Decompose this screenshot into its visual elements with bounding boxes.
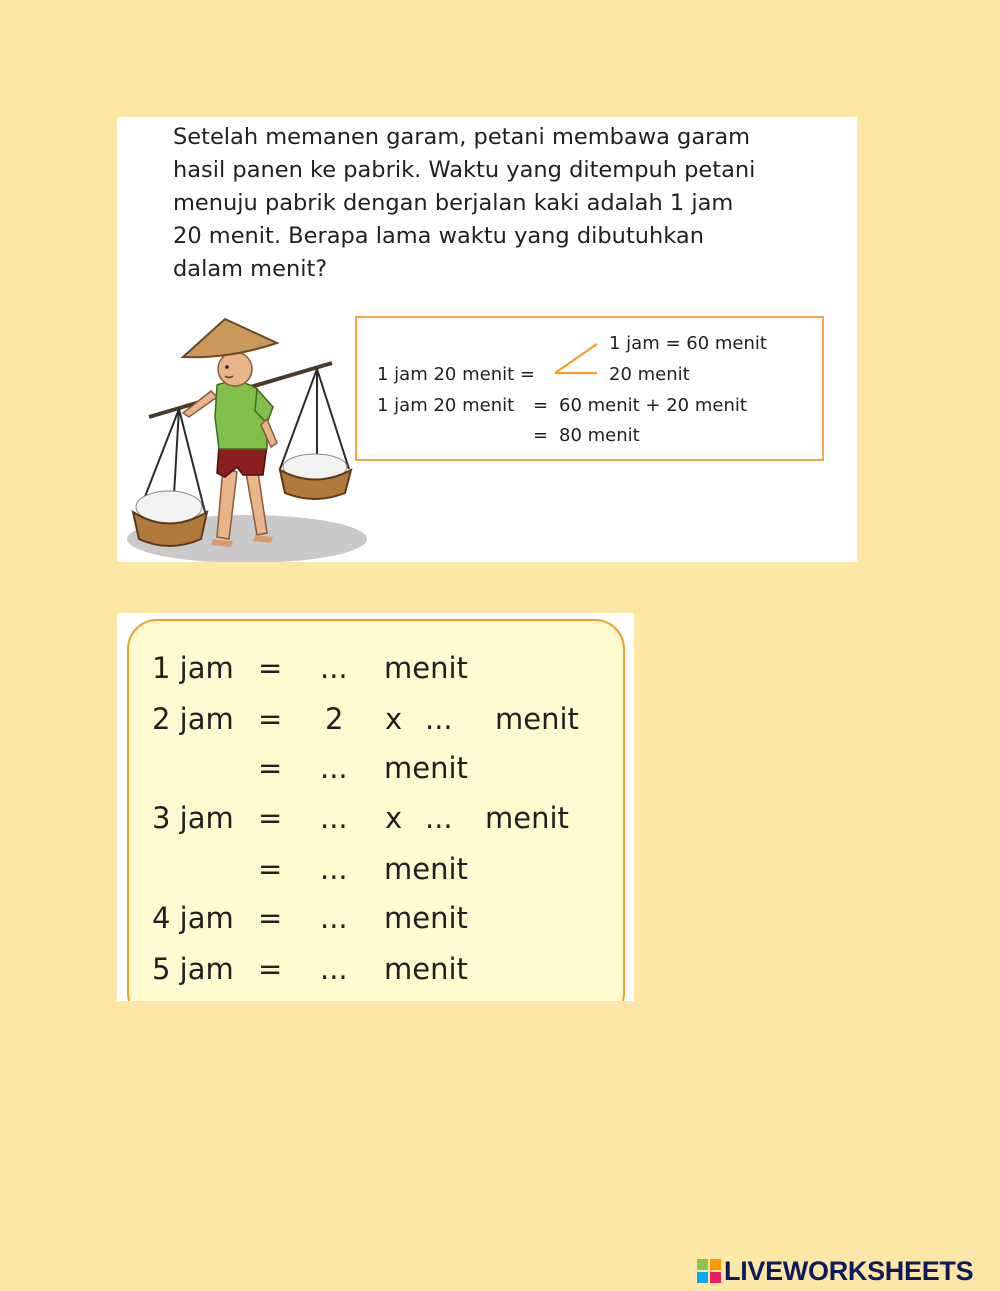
exercise-row	[129, 798, 623, 838]
row-unit: menit	[384, 952, 468, 986]
row-equals: =	[258, 901, 283, 935]
row-blank[interactable]: ...	[425, 702, 453, 736]
row-equals: =	[258, 702, 283, 736]
calc-branch-top: 1 jam = 60 menit	[609, 333, 767, 354]
row-unit: menit	[495, 702, 579, 736]
story-card	[117, 117, 857, 562]
row-label: 4 jam	[152, 901, 234, 935]
liveworksheets-logo-icon	[697, 1259, 721, 1283]
exercise-card	[117, 613, 634, 1001]
exercise-row	[129, 648, 623, 688]
calc-line3-right: 80 menit	[559, 425, 640, 446]
row-equals: =	[258, 751, 283, 785]
row-times: x	[385, 702, 403, 736]
row-times: x	[385, 801, 403, 835]
row-unit: menit	[485, 801, 569, 835]
branch-lines-icon	[553, 340, 601, 380]
row-blank[interactable]: ...	[320, 801, 348, 835]
story-line: dalam menit?	[173, 256, 328, 282]
row-blank[interactable]: ...	[425, 801, 453, 835]
row-equals: =	[258, 801, 283, 835]
story-line: menuju pabrik dengan berjalan kaki adalah 1 jam	[173, 190, 734, 216]
row-blank[interactable]: ...	[320, 901, 348, 935]
exercise-row	[129, 949, 623, 989]
row-blank[interactable]: ...	[320, 651, 348, 685]
row-label: 5 jam	[152, 952, 234, 986]
row-blank[interactable]: ...	[320, 852, 348, 886]
story-line: Setelah memanen garam, petani membawa garam	[173, 124, 751, 150]
row-equals: =	[258, 952, 283, 986]
story-line: 20 menit. Berapa lama waktu yang dibutuhkan	[173, 223, 704, 249]
calc-line2-left: 1 jam 20 menit	[377, 395, 515, 416]
row-multiplier: 2	[325, 702, 344, 736]
calc-line2-eq: =	[533, 395, 549, 416]
row-label: 3 jam	[152, 801, 234, 835]
story-problem-text	[173, 121, 843, 286]
conical-hat	[183, 319, 277, 357]
row-equals: =	[258, 852, 283, 886]
calc-line3-eq: =	[533, 425, 549, 446]
row-blank[interactable]: ...	[320, 952, 348, 986]
liveworksheets-brand[interactable]	[697, 1255, 973, 1287]
story-line: hasil panen ke pabrik. Waktu yang ditempuh petani	[173, 157, 756, 183]
exercise-frame	[127, 619, 625, 1001]
row-unit: menit	[384, 651, 468, 685]
row-unit: menit	[384, 751, 468, 785]
row-blank[interactable]: ...	[320, 751, 348, 785]
row-equals: =	[258, 651, 283, 685]
farmer-illustration	[117, 307, 367, 562]
exercise-row	[129, 898, 623, 938]
row-label: 2 jam	[152, 702, 234, 736]
row-label: 1 jam	[152, 651, 234, 685]
brand-name: LIVEWORKSHEETS	[724, 1255, 974, 1286]
calculation-box	[355, 316, 824, 461]
calc-line2-right: 60 menit + 20 menit	[559, 395, 747, 416]
exercise-row	[129, 849, 623, 889]
calc-branch-bottom: 20 menit	[609, 364, 690, 385]
exercise-row	[129, 748, 623, 788]
exercise-row	[129, 699, 623, 739]
row-unit: menit	[384, 852, 468, 886]
row-unit: menit	[384, 901, 468, 935]
calc-branch-left: 1 jam 20 menit =	[377, 364, 535, 385]
